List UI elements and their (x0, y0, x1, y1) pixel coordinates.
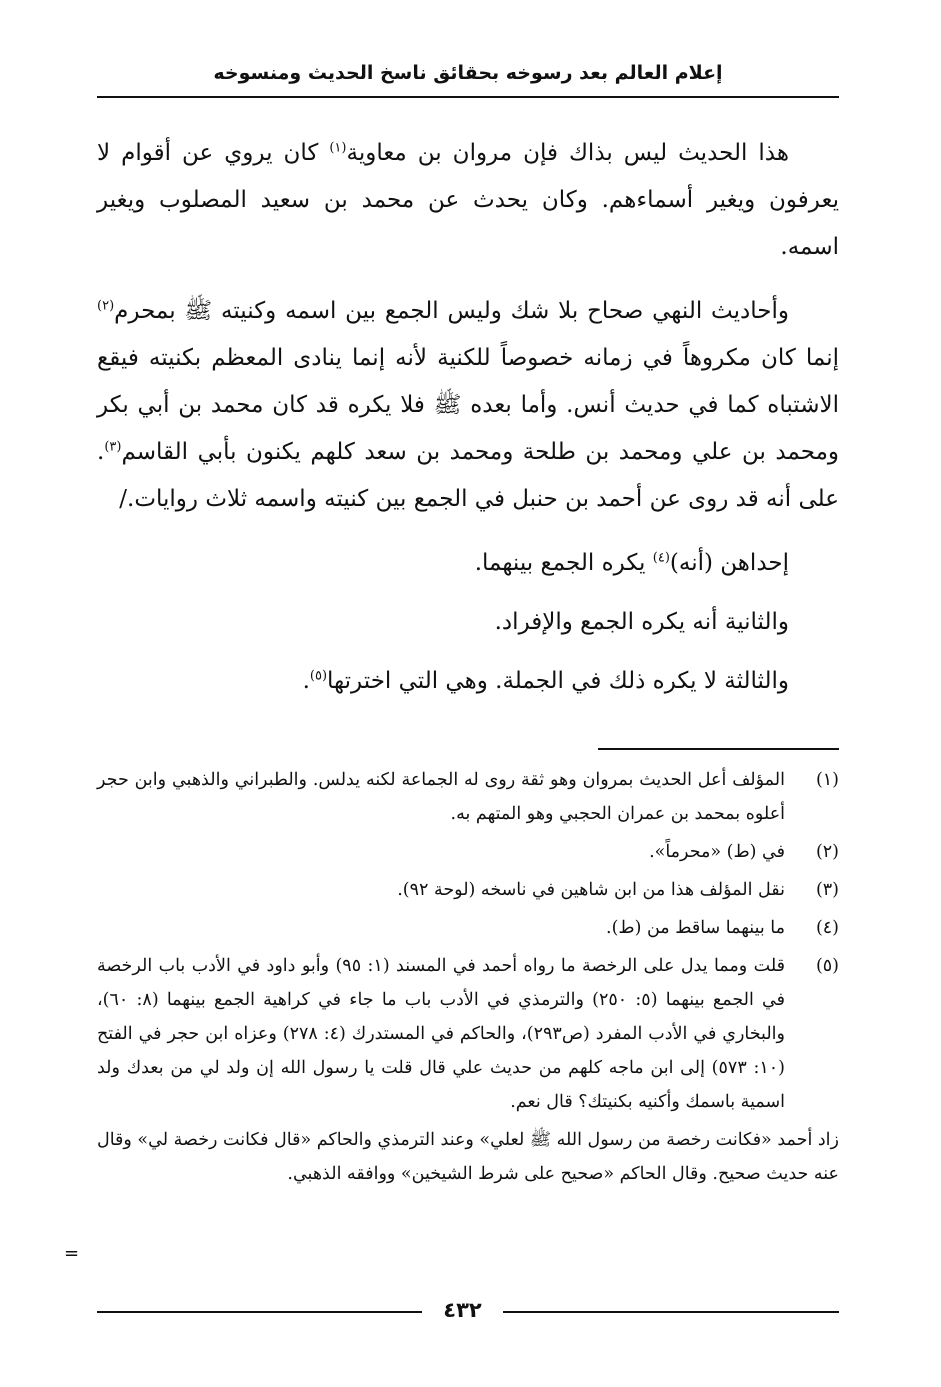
footnotes (97, 763, 839, 1195)
footnote-number: (٥) (815, 956, 839, 976)
footnote-ref-3: (٣) (104, 439, 122, 455)
page-number: ٤٣٢ (443, 1298, 482, 1322)
paragraph-2-text-a: وأحاديث النهي صحاح بلا شك وليس الجمع بين اسمه وكنيته ﷺ بمحرم (114, 298, 789, 324)
main-text (97, 130, 839, 717)
paragraph-1-text-b: كان يروي عن أقوام لا يعرفون ويغير أسماءهم. وكان يحدث عن محمد بن سعيد المصلوب ويغير اسمه. (97, 140, 839, 260)
narration-item-1-text-a: إحداهن (أنه) (669, 550, 789, 576)
footnote-text: في (ط) «محرماً». (649, 842, 785, 862)
footnote-number: (٤) (815, 918, 839, 938)
narration-item-3-text-a: والثالثة لا يكره ذلك في الجملة. وهي التي اخترتها (327, 668, 789, 694)
footnote-ref-5: (٥) (309, 668, 328, 684)
footnote-3 (97, 873, 839, 907)
footnote-number: (١) (815, 770, 839, 790)
footnote-ref-1: (١) (329, 140, 347, 156)
header-rule (97, 96, 839, 98)
footnote-5 (97, 949, 839, 1119)
narration-item-3-text-b: . (302, 668, 310, 694)
narration-item-2-text: والثانية أنه يكره الجمع والإفراد. (494, 609, 789, 635)
footnote-number: (٣) (815, 880, 839, 900)
footnote-number: (٢) (815, 842, 839, 862)
footnote-text: المؤلف أعل الحديث بمروان وهو ثقة روى له الجماعة لكنه يدلس. والطبراني والذهبي وابن حجر أعلوه بمحمد بن عمران الحجبي وهو المتهم به. (97, 770, 785, 824)
footnote-text: قلت ومما يدل على الرخصة ما رواه أحمد في المسند (١: ٩٥) وأبو داود في الأدب باب الرخصة في الجمع بينهما (٥: ٢٥٠) والترمذي في الأدب باب ما جاء في كراهية الجمع بينهما (٨: ٦٠)، والبخاري في الأدب المفرد (ص٢٩٣)، والحاكم في المستدرك (٤: ٢٧٨) وعزاه ابن حجر في الفتح (١٠: ٥٧٣) إلى ابن ماجه كلهم من حديث علي قال قلت يا رسول الله إن ولد لي من بعدك ولد اسمية باسمك وأكنيه بكنيتك؟ قال نعم. (97, 956, 785, 1112)
narration-item-1-text-b: يكره الجمع بينهما. (474, 550, 653, 576)
footnote-text: نقل المؤلف هذا من ابن شاهين في ناسخه (لوحة ٩٢). (397, 880, 785, 900)
footer-rule-right (503, 1311, 839, 1313)
narration-item-3 (97, 658, 789, 705)
paragraph-2-text-c: . على أنه قد روى عن أحمد بن حنبل في الجمع بين كنيته واسمه ثلاث روايات./ (97, 439, 839, 512)
continuation-mark: = (64, 1243, 80, 1264)
footnote-4 (97, 911, 839, 945)
footer-rule-left (97, 1311, 422, 1313)
footnote-text: ما بينهما ساقط من (ط). (606, 918, 785, 938)
paragraph-1 (97, 130, 839, 271)
paragraph-2 (97, 288, 839, 523)
footnote-ref-4: (٤) (652, 550, 670, 566)
running-header: إعلام العالم بعد رسوخه بحقائق ناسخ الحديث ومنسوخه (213, 62, 723, 84)
paragraph-1-text-a: هذا الحديث ليس بذاك فإن مروان بن معاوية (346, 140, 789, 166)
footnote-2 (97, 835, 839, 869)
footnote-separator (598, 748, 839, 750)
footnote-ref-2: (٢) (97, 298, 115, 314)
footnote-1 (97, 763, 839, 831)
footnote-continuation: زاد أحمد «فكانت رخصة من رسول الله ﷺ لعلي» وعند الترمذي والحاكم «قال فكانت رخصة لي» وقال عنه حديث صحيح. وقال الحاكم «صحيح على شرط الشيخين» ووافقه الذهبي. (97, 1130, 839, 1184)
narration-item-1 (97, 540, 789, 587)
paragraph-2-text-b: إنما كان مكروهاً في زمانه خصوصاً للكنية لأنه إنما ينادى المعظم بكنيته فيقع الاشتباه كما في حديث أنس. وأما بعده ﷺ فلا يكره قد كان محمد بن أبي بكر ومحمد بن علي ومحمد بن طلحة ومحمد بن سعد كلهم يكنون بأبي القاسم (97, 345, 839, 465)
narration-item-2 (97, 599, 789, 646)
